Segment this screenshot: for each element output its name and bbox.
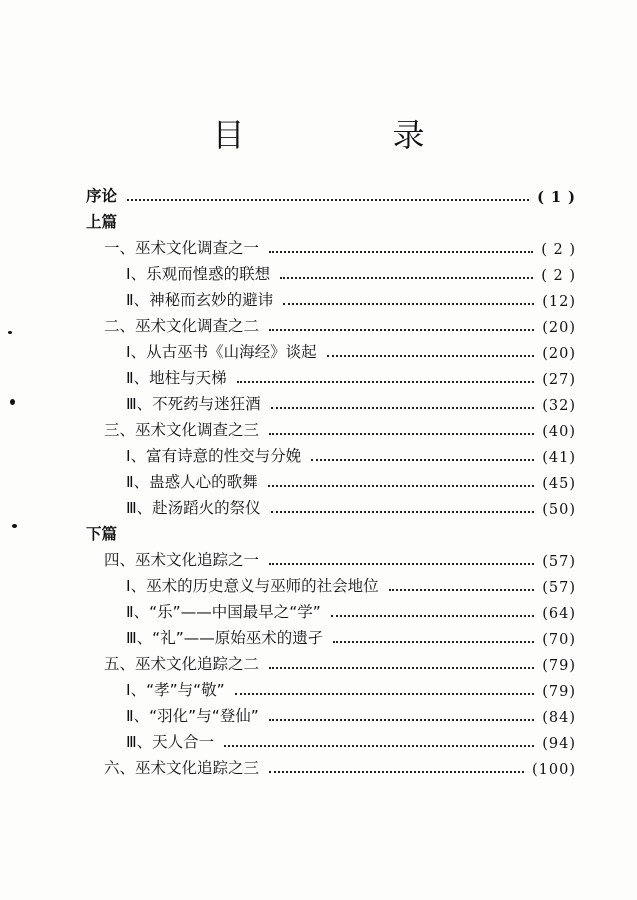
toc-entry (86, 752, 576, 778)
toc-entry (86, 336, 576, 362)
toc-page-number: (57) (542, 580, 576, 596)
toc-entry (86, 388, 576, 414)
table-of-contents (86, 180, 576, 778)
dot-leader (331, 615, 534, 617)
toc-page-number: (40) (542, 424, 576, 440)
toc-page-number: ( 2 ) (541, 268, 576, 284)
toc-entry (86, 362, 576, 388)
toc-entry-label: Ⅰ、乐观而惶惑的联想 (126, 265, 271, 283)
toc-entry (86, 726, 576, 752)
toc-entry-label: Ⅱ、神秘而玄妙的避讳 (126, 291, 274, 309)
toc-page-number: (50) (542, 502, 576, 518)
toc-entry-label: Ⅱ、地柱与天梯 (126, 369, 227, 387)
toc-section-heading (86, 518, 576, 544)
toc-entry-label: 四、巫术文化追踪之一 (104, 551, 260, 569)
scan-speck (12, 524, 17, 528)
toc-entry-label: 序论 (86, 187, 118, 205)
toc-entry (86, 466, 576, 492)
page-title: 目 录 (212, 116, 483, 154)
toc-page-number: (20) (542, 320, 576, 336)
toc-entry-label: 三、巫术文化调查之三 (104, 421, 260, 439)
toc-page-number: (94) (542, 736, 576, 752)
toc-entry (86, 544, 576, 570)
toc-page-number: (32) (542, 398, 576, 414)
dot-leader (237, 381, 535, 383)
toc-entry (86, 180, 576, 206)
toc-entry (86, 700, 576, 726)
toc-entry-label: 五、巫术文化追踪之二 (104, 655, 260, 673)
toc-page-number: (41) (542, 450, 576, 466)
toc-entry-label: Ⅲ、“礼”——原始巫术的遗孑 (126, 629, 324, 647)
toc-entry-label: Ⅲ、赴汤蹈火的祭仪 (126, 499, 261, 517)
toc-entry-label: Ⅰ、从古巫书《山海经》谈起 (126, 343, 317, 361)
toc-page-number: ( 2 ) (541, 242, 576, 258)
toc-entry (86, 310, 576, 336)
dot-leader (269, 433, 534, 435)
toc-page-number: (79) (542, 658, 576, 674)
dot-leader (269, 329, 534, 331)
scan-speck (10, 399, 15, 405)
dot-leader (269, 719, 534, 721)
toc-entry-label: Ⅰ、巫术的历史意义与巫师的社会地位 (126, 577, 379, 595)
toc-entry-label: Ⅱ、“羽化”与“登仙” (126, 707, 259, 725)
dot-leader (271, 407, 535, 409)
toc-entry-label: 二、巫术文化调查之二 (104, 317, 260, 335)
toc-entry-label: Ⅲ、不死药与迷狂酒 (126, 395, 261, 413)
toc-section-heading (86, 206, 576, 232)
toc-page-number: ( 1 ) (537, 189, 576, 206)
toc-entry (86, 232, 576, 258)
dot-leader (269, 771, 524, 773)
toc-entry (86, 674, 576, 700)
toc-entry-label: 一、巫术文化调查之一 (104, 239, 260, 257)
toc-entry-label: Ⅱ、蛊惑人心的歌舞 (126, 473, 258, 491)
dot-leader (327, 355, 535, 357)
dot-leader (269, 667, 534, 669)
dot-leader (311, 459, 534, 461)
toc-page-number: (20) (542, 346, 576, 362)
toc-page-number: (79) (542, 684, 576, 700)
toc-page-number: (100) (532, 762, 576, 778)
dot-leader (280, 277, 533, 279)
toc-entry-label: Ⅱ、“乐”——中国最早之“学” (126, 603, 321, 621)
toc-entry (86, 570, 576, 596)
dot-leader (127, 199, 529, 201)
toc-entry-label: Ⅰ、富有诗意的性交与分娩 (126, 447, 302, 465)
toc-entry (86, 622, 576, 648)
toc-page-number: (84) (542, 710, 576, 726)
toc-entry (86, 648, 576, 674)
toc-entry (86, 414, 576, 440)
toc-section-label: 下篇 (86, 525, 118, 543)
toc-entry-label: Ⅲ、天人合一 (126, 733, 215, 751)
dot-leader (333, 641, 534, 643)
dot-leader (269, 563, 534, 565)
toc-page-number: (12) (542, 294, 576, 310)
scan-speck (8, 331, 12, 334)
toc-entry-label: 六、巫术文化追踪之三 (104, 759, 260, 777)
dot-leader (224, 745, 534, 747)
toc-entry (86, 284, 576, 310)
dot-leader (269, 251, 533, 253)
toc-entry (86, 258, 576, 284)
toc-entry (86, 596, 576, 622)
toc-entry-label: Ⅰ、“孝”与“敬” (126, 681, 225, 699)
dot-leader (389, 589, 535, 591)
toc-page-number: (57) (542, 554, 576, 570)
toc-entry (86, 440, 576, 466)
toc-section-label: 上篇 (86, 213, 118, 231)
toc-page-number: (70) (542, 632, 576, 648)
toc-page-number: (45) (542, 476, 576, 492)
dot-leader (268, 485, 535, 487)
dot-leader (235, 693, 535, 695)
dot-leader (283, 303, 534, 305)
toc-entry (86, 492, 576, 518)
toc-page-number: (64) (542, 606, 576, 622)
toc-page-number: (27) (542, 372, 576, 388)
dot-leader (271, 511, 535, 513)
